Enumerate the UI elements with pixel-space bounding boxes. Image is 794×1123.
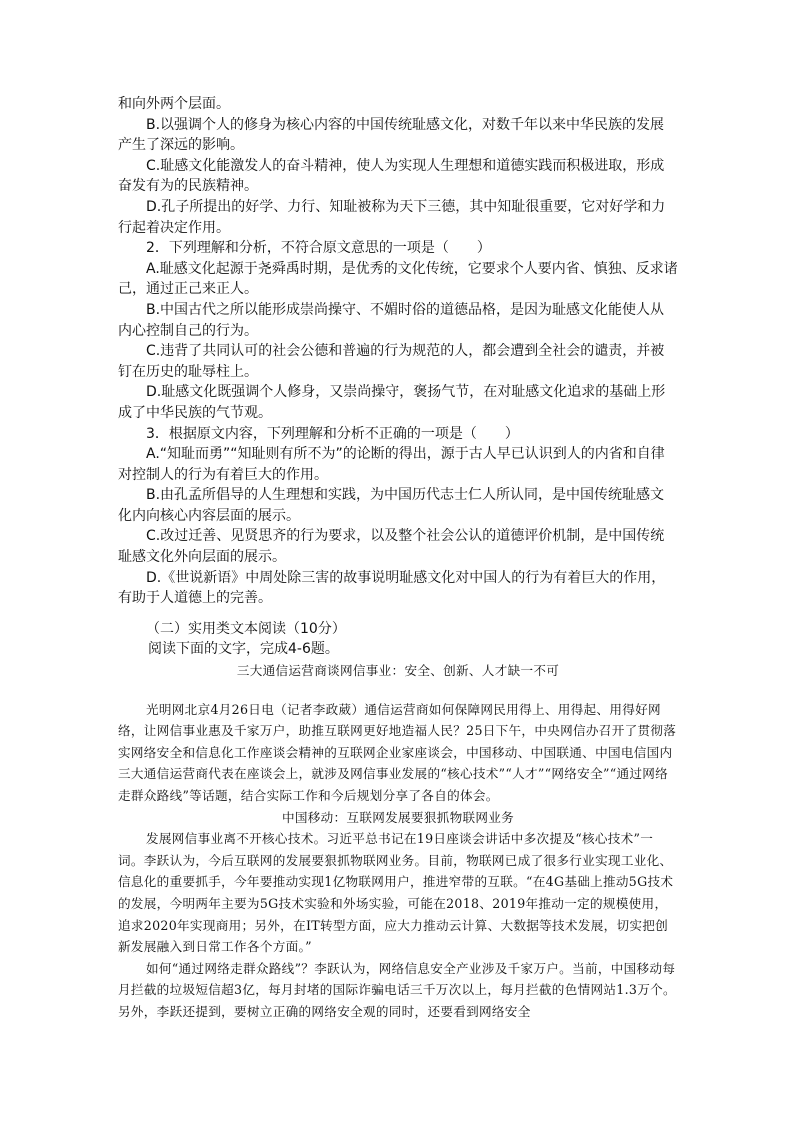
question-paragraph: B.以强调个人的修身为核心内容的中国传统耻感文化，对数千年以来中华民族的发展产生了深远的影响。 [118,116,665,154]
question-paragraph: C.违背了共同认可的社会公德和普遍的行为规范的人，都会遭到全社会的谴责，并被钉在历史的耻辱柱上。 [118,343,665,380]
article-paragraph: 发展网信事业离不开核心技术。习近平总书记在19日座谈会讲话中多次提及“核心技术”一词。李跃认为，今后互联网的发展要狠抓物联网业务。目前，物联网已成了很多行业实现工业化、信息化的重要抓手，今年要推动实现1亿物联网用户，推进窄带的互联。“在4G基础上推动5G技术的发展，今明两年主要为5G技术实验和外场实验，可能在2018、2019年推动一定的规模使用，追求2020年实现商用；另外，在IT转型方面，应大力推动云计算、大数据等技术发展，切实把创新发展融入到日常工作各个方面。” [118,831,674,955]
article-paragraph: 如何“通过网络走群众路线”？李跃认为，网络信息安全产业涉及千家万户。当前，中国移动每月拦截的垃圾短信超3亿，每月封堵的国际诈骗电话三千万次以上，每月拦截的色情网站1.3万个。另外，李跃还提到，要树立正确的网络安全观的同时，还要看到网络安全 [118,960,676,1019]
question-paragraph: A.耻感文化起源于尧舜禹时期，是优秀的文化传统，它要求个人要内省、慎独、反求诸己，通过正己来正人。 [118,260,678,298]
question-paragraph: 2．下列理解和分析，不符合原文意思的一项是（ ） [146,240,491,257]
question-paragraph: D.《世说新语》中周处除三害的故事说明耻感文化对中国人的行为有着巨大的作用，有助于人道德上的完善。 [118,569,666,607]
section-heading: （二）实用类文本阅读（10分） [146,621,346,637]
question-paragraph: B.由孔孟所倡导的人生理想和实践，为中国历代志士仁人所认同，是中国传统耻感文化内向核心内容层面的展示。 [118,487,665,524]
article-title: 三大通信运营商谈网信事业：安全、创新、人才缺一不可 [236,663,560,678]
question-paragraph: A.“知耻而勇”“知耻则有所不为”的论断的得出，源于古人早已认识到人的内省和自律对控制人的行为有着巨大的作用。 [118,446,665,483]
question-paragraph: C.改过迁善、见贤思齐的行为要求，以及整个社会公认的道德评价机制，是中国传统耻感文化外向层面的展示。 [118,528,665,566]
question-paragraph: 和向外两个层面。 [118,96,230,112]
question-paragraph: 3．根据原文内容，下列理解和分析不正确的一项是（ ） [146,425,519,442]
question-paragraph: C.耻感文化能激发人的奋斗精神，使人为实现人生理想和道德实践而积极进取，形成奋发有为的民族精神。 [118,157,665,195]
article-paragraph: 光明网北京4月26日电（记者李政葳）通信运营商如何保障网民用得上、用得起、用得好网络，让网信事业惠及千家万户，助推互联网更好地造福人民？25日下午，中央网信办召开了贯彻落实网络安全和信息化工作座谈会精神的互联网企业家座谈会，中国移动、中国联通、中国电信国内三大通信运营商代表在座谈会上，就涉及网信事业发展的“核心技术”“人才”“网络安全”“通过网络走群众路线”等话题，结合实际工作和今后规划分享了各自的体会。 [118,701,677,803]
article-block [118,660,678,1023]
article-subtitle: 中国移动：互联网发展要狠抓物联网业务 [281,809,515,825]
question-paragraph: D.孔子所提出的好学、力行、知耻被称为天下三德，其中知耻很重要，它对好学和力行起着决定作用。 [118,198,666,236]
spacer [118,682,678,699]
question-block [118,94,678,609]
question-paragraph: B.中国古代之所以能形成崇尚操守、不媚时俗的道德品格，是因为耻感文化能使人从内心控制自己的行为。 [118,301,665,339]
question-paragraph: D.耻感文化既强调个人修身，又崇尚操守，褒扬气节，在对耻感文化追求的基础上形成了中华民族的气节观。 [118,384,666,421]
section-instruction: 阅读下面的文字，完成4-6题。 [148,641,339,657]
